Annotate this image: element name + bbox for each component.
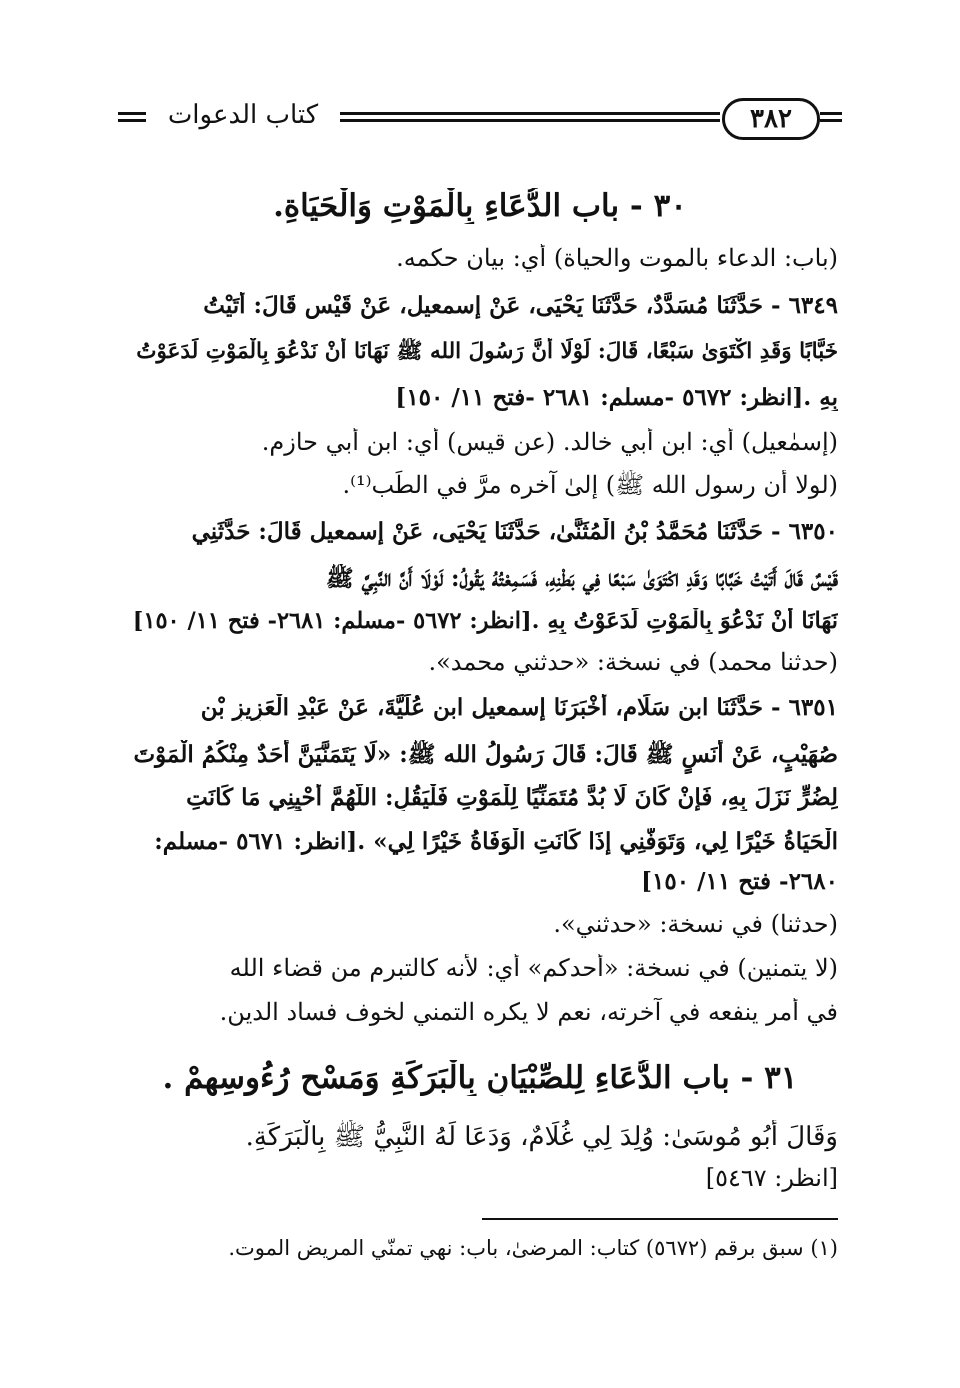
hadith-line: خَبَّابًا وَقَدِ اكْتَوَىٰ سَبْعًا، قَالَ: لَوْلَا أَنَّ رَسُولَ الله ﷺ نَهَانَا أَنْ نَدْعُوَ بِالْمَوْتِ لَدَعَوْتُ xyxy=(136,339,838,364)
commentary-line: (باب: الدعاء بالموت والحياة) أي: بيان حكمه. xyxy=(396,244,838,272)
footnote: (١) سبق برقم (٥٦٧٢) كتاب: المرضىٰ، باب: نهي تمنّي المريض الموت. xyxy=(228,1236,838,1260)
commentary-line: (حدثنا) في نسخة: «حدثني». xyxy=(553,910,838,938)
commentary-line: (لولا أن رسول الله ﷺ) إلىٰ آخره مرَّ في الطِّب⁽¹⁾. xyxy=(342,471,838,499)
header-ornament xyxy=(118,110,146,124)
header-rule-end xyxy=(820,110,842,124)
hadith-line: بِهِ .[انظر: ٥٦٧٢ -مسلم: ٢٦٨١ -فتح ١١/ ١٥٠] xyxy=(395,384,838,411)
footnote-rule xyxy=(482,1218,838,1220)
chapter-heading: ٣٠ - باب الدُّعَاءِ بِالْمَوْتِ وَالْحَيَاةِ. xyxy=(273,188,687,224)
header-rule xyxy=(340,110,720,124)
commentary-line: في أمر ينفعه في آخرته، نعم لا يكره التمني لخوف فساد الدين. xyxy=(219,998,838,1026)
mualaq-line: وَقَالَ أَبُو مُوسَىٰ: وُلِدَ لِي غُلَامٌ، وَدَعَا لَهُ النَّبِيُّ ﷺ بِالْبَرَكَةِ. xyxy=(245,1122,838,1152)
hadith-line: لِضُرٍّ نَزَلَ بِهِ، فَإِنْ كَانَ لَا بُدَّ مُتَمَنِّيًا لِلْمَوْتِ فَلْيَقُلِ: اللَّهُمَّ أَحْيِنِي مَا كَانَتِ xyxy=(186,784,838,811)
page-number: ٣٨٢ xyxy=(722,98,820,140)
hadith-line: ٦٣٥٠ - حَدَّثَنَا مُحَمَّدُ بْنُ الْمُثَنَّىٰ، حَدَّثَنَا يَحْيَى، عَنْ إسمعيل قَالَ: حَدَّثَنِي xyxy=(191,518,838,545)
running-header xyxy=(118,98,842,142)
reference-line: [انظر: ٥٤٦٧] xyxy=(705,1164,838,1192)
hadith-line: ٦٣٤٩ - حَدَّثَنَا مُسَدَّدٌ، حَدَّثَنَا يَحْيَى، عَنْ إسمعيل، عَنْ قَيْسٍ قَالَ: أَتَيْتُ xyxy=(203,292,838,319)
hadith-line: نَهَانَا أَنْ نَدْعُوَ بِالْمَوْتِ لَدَعَوْتُ بِهِ .[انظر: ٥٦٧٢ -مسلم: ٢٦٨١- فتح ١١/ ١٥٠] xyxy=(132,608,838,634)
hadith-line: ٦٣٥١ - حَدَّثَنَا ابن سَلَام، أَخْبَرَنَا إسمعيل ابن عُلَيَّةَ، عَنْ عَبْدِ الْعَزِيزِ بْنِ xyxy=(200,694,838,721)
commentary-line: (لا يتمنين) في نسخة: «أحدكم» أي: لأنه كالتبرم من قضاء الله xyxy=(229,954,838,982)
book-title: كتاب الدعوات xyxy=(167,100,319,130)
chapter-heading: ٣١ - باب الدُّعَاءِ لِلصِّبْيَانِ بِالْبَرَكَةِ وَمَسْحِ رُءُوسِهِمْ . xyxy=(162,1060,798,1096)
commentary-line: (إسمٰعيل) أي: ابن أبي خالد. (عن قيس) أي: ابن أبي حازم. xyxy=(261,428,838,456)
hadith-line: صُهَيْبٍ، عَنْ أَنَسٍ ﷺ قَالَ: قَالَ رَسُولُ الله ﷺ: «لَا يَتَمَنَّيَنَّ أَحَدٌ مِنْكُمُ الْمَوْتَ xyxy=(133,741,838,768)
hadith-line: الْحَيَاةُ خَيْرًا لِي، وَتَوَفَّنِي إِذَا كَانَتِ الْوَفَاةُ خَيْرًا لِي» .[انظر: ٥٦٧١ -مسلم: xyxy=(154,828,838,855)
commentary-line: (حدثنا محمد) في نسخة: «حدثني محمد». xyxy=(428,648,838,676)
hadith-line: قَيْسٌ قَالَ أَتَيْتُ خَبَّابًا وَقَدِ اكْتَوَىٰ سَبْعًا فِي بَطْنِهِ، فَسَمِعْتُهُ يَقُولُ: لَوْلَا أَنَّ النَّبِيَّ ﷺ xyxy=(325,565,838,592)
hadith-line: ٢٦٨٠- فتح ١١/ ١٥٠] xyxy=(641,868,838,895)
